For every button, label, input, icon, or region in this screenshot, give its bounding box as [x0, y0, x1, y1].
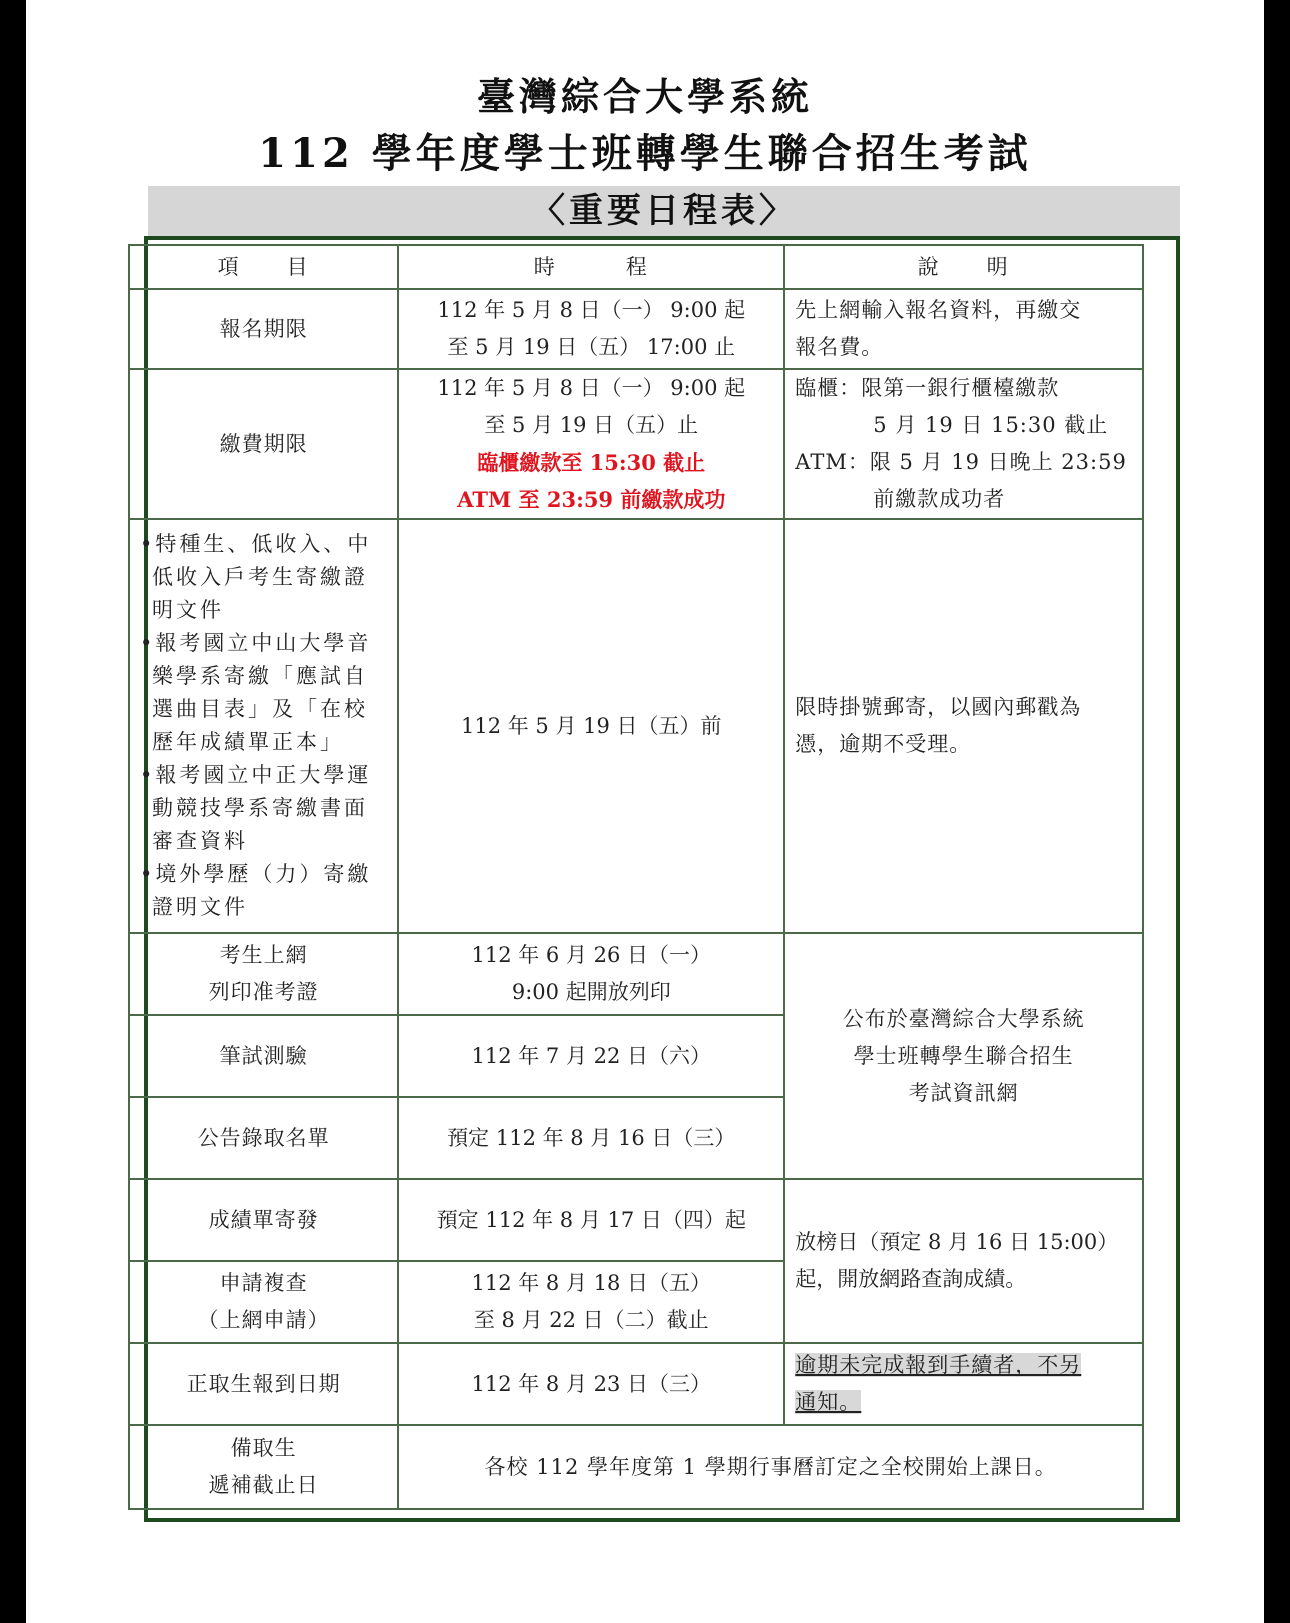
row-time: 112 年 8 月 23 日（三）: [398, 1343, 784, 1425]
table-row: [129, 1343, 1143, 1425]
counter-deadline-note: 臨櫃繳款至 15:30 截止: [477, 450, 706, 475]
row-desc: 學士班轉學生聯合招生: [853, 1043, 1074, 1068]
row-time: 112 年 5 月 8 日（一） 9:00 起: [437, 298, 746, 322]
row-item: 列印准考證: [208, 980, 319, 1004]
row-time: 至 5 月 19 日（五）止: [484, 413, 699, 437]
row-desc: 限時掛號郵寄，以國內郵戳為: [795, 695, 1082, 719]
row-time: 9:00 起開放列印: [511, 980, 671, 1004]
mail-item: •境外學歷（力）寄繳證明文件: [140, 862, 372, 919]
row-time: 至 8 月 22 日（二）截止: [473, 1308, 709, 1332]
row-desc: 臨櫃：限第一銀行櫃檯繳款: [795, 376, 1060, 400]
row-item: 備取生: [230, 1436, 297, 1460]
row-item: 成績單寄發: [129, 1179, 398, 1261]
subtitle-bar: 〈重要日程表〉: [148, 186, 1180, 236]
mail-item: •報考國立中正大學運動競技學系寄繳書面審查資料: [140, 763, 372, 853]
row-desc: ATM：限 5 月 19 日晚上 23:59: [795, 450, 1127, 474]
header-time: 時 程: [398, 245, 784, 289]
schedule-table: [128, 244, 1144, 1510]
row-desc: 公布於臺灣綜合大學系統: [842, 1006, 1085, 1031]
row-desc: 憑，逾期不受理。: [795, 732, 972, 756]
row-desc: 放榜日（預定 8 月 16 日 15:00）: [795, 1230, 1119, 1254]
row-time: 112 年 8 月 18 日（五）: [471, 1271, 712, 1295]
table-row: [129, 289, 1143, 369]
row-time: 112 年 5 月 19 日（五）前: [398, 519, 784, 933]
highlighted-note: 通知。: [795, 1390, 862, 1414]
row-time: 至 5 月 19 日（五） 17:00 止: [447, 335, 736, 359]
mail-item: •特種生、低收入、中低收入戶考生寄繳證明文件: [140, 532, 372, 622]
row-time: 112 年 7 月 22 日（六）: [398, 1015, 784, 1097]
row-desc: 報名費。: [795, 335, 884, 359]
row-desc: 考試資訊網: [908, 1080, 1019, 1105]
row-item: 繳費期限: [129, 369, 398, 519]
row-item: （上網申請）: [197, 1308, 330, 1332]
header-row: [129, 245, 1143, 289]
row-item: 筆試測驗: [129, 1015, 398, 1097]
table-row: [129, 1425, 1143, 1509]
row-item: 正取生報到日期: [129, 1343, 398, 1425]
row-item: 申請複查: [219, 1271, 308, 1295]
row-time: 112 年 6 月 26 日（一）: [471, 943, 712, 967]
row-time: 112 年 5 月 8 日（一） 9:00 起: [437, 376, 746, 400]
table-row: [129, 519, 1143, 933]
row-desc: 5 月 19 日 15:30 截止: [873, 413, 1109, 437]
row-desc: 各校 112 學年度第 1 學期行事曆訂定之全校開始上課日。: [398, 1425, 1143, 1509]
title-line2: 112 學年度學士班轉學生聯合招生考試: [258, 130, 1032, 177]
row-time: 預定 112 年 8 月 17 日（四）起: [398, 1179, 784, 1261]
title-line1: 臺灣綜合大學系統: [476, 74, 813, 119]
row-item: 遞補截止日: [208, 1473, 319, 1497]
row-desc: 先上網輸入報名資料，再繳交: [795, 298, 1082, 322]
atm-deadline-note: ATM 至 23:59 前繳款成功: [457, 487, 726, 512]
row-item: 公告錄取名單: [129, 1097, 398, 1179]
row-desc: 前繳款成功者: [873, 487, 1006, 511]
row-item: 報名期限: [129, 289, 398, 369]
table-row: [129, 369, 1143, 519]
header-desc: 說 明: [784, 245, 1143, 289]
header-item: 項 目: [129, 245, 398, 289]
highlighted-note: 逾期未完成報到手續者，不另: [795, 1353, 1082, 1377]
table-row: [129, 933, 1143, 1015]
row-item: 考生上網: [219, 943, 308, 967]
mail-item: •報考國立中山大學音樂學系寄繳「應試自選曲目表」及「在校歷年成績單正本」: [140, 631, 372, 754]
table-row: [129, 1179, 1143, 1261]
row-desc: 起，開放網路查詢成績。: [795, 1267, 1027, 1291]
row-time: 預定 112 年 8 月 16 日（三）: [398, 1097, 784, 1179]
